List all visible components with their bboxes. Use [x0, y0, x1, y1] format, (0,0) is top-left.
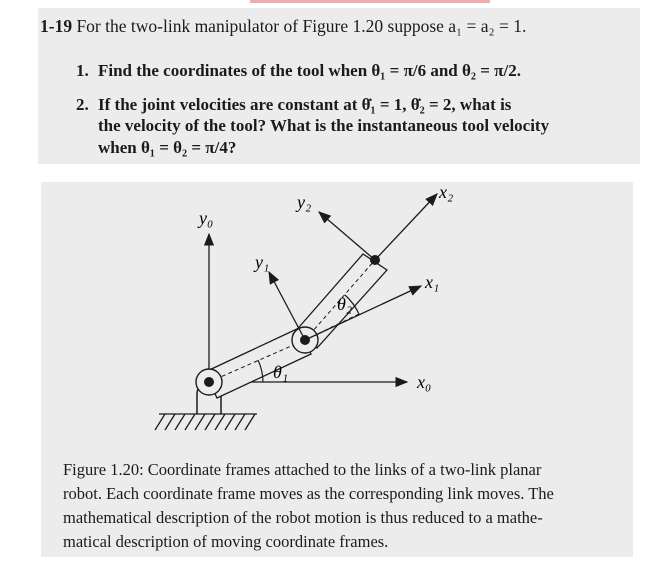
problem-item-2	[76, 94, 512, 116]
item-number: 1.	[76, 61, 89, 80]
caption-line-4: matical description of moving coordinate frames.	[63, 532, 389, 551]
problem-item-1	[76, 60, 521, 82]
problem-heading	[40, 16, 526, 37]
top-accent-bar	[250, 0, 490, 3]
figure-panel	[41, 182, 633, 557]
caption-line-2: robot. Each coordinate frame moves as the corresponding link moves. The	[63, 484, 554, 503]
caption-line-1: Figure 1.20: Coordinate frames attached to the links of a two-link planar	[63, 460, 542, 479]
joint-1-dot	[204, 377, 214, 387]
problem-item-2-cont2: when θ₁ = θ₂ = π/4?	[98, 138, 237, 157]
label-x2: x₂	[439, 182, 454, 202]
label-y2: y₂	[297, 192, 312, 212]
y1-axis	[269, 272, 305, 340]
item-text: Find the coordinates of the tool when θ₁ = π/6 and θ₂ = π/2.	[98, 61, 521, 80]
label-x1: x₁	[425, 272, 440, 292]
manipulator-diagram	[41, 182, 633, 452]
y2-axis	[319, 212, 375, 260]
figure-caption	[63, 458, 625, 554]
label-y1: y₁	[255, 252, 270, 272]
item-number: 2.	[76, 95, 89, 114]
caption-line-3: mathematical description of the robot motion is thus reduced to a mathe-	[63, 508, 543, 527]
problem-item-2-cont1: the velocity of the tool? What is the instantaneous tool velocity	[98, 116, 550, 135]
problem-panel	[38, 8, 640, 164]
label-theta1: θ₁	[273, 362, 289, 382]
label-theta2: θ₂	[337, 294, 353, 314]
ground-hatch	[155, 414, 257, 430]
label-x0: x₀	[417, 372, 432, 392]
problem-intro: For the two-link manipulator of Figure 1.20 suppose a₁ = a₂ = 1.	[76, 16, 527, 36]
problem-number: 1-19	[40, 16, 73, 36]
x2-axis	[375, 194, 437, 260]
label-y0: y₀	[199, 208, 214, 228]
item-text: If the joint velocities are constant at θ̇₁ = 1, θ̇₂ = 2, what is	[98, 95, 512, 114]
